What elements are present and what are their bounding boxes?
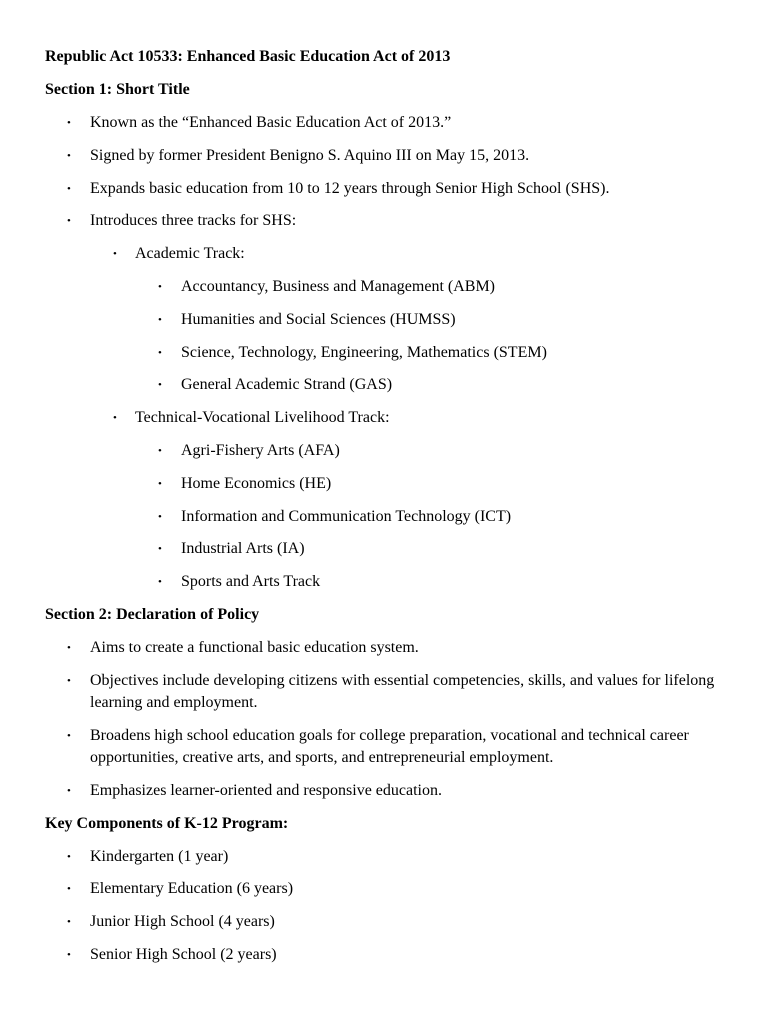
list-item: Humanities and Social Sciences (HUMSS)	[181, 311, 456, 328]
academic-track-label: Academic Track:	[135, 245, 245, 262]
section-1-heading: Section 1: Short Title	[45, 81, 190, 98]
list-item: Known as the “Enhanced Basic Education Act of 2013.”	[90, 114, 452, 131]
list-item: Home Economics (HE)	[181, 475, 332, 492]
techvoc-track-label: Technical-Vocational Livelihood Track:	[135, 409, 390, 426]
bullet-icon: •	[67, 642, 71, 654]
bullet-icon: •	[158, 445, 162, 457]
bullet-icon: •	[158, 576, 162, 588]
list-item: Kindergarten (1 year)	[90, 848, 229, 865]
list-item: Expands basic education from 10 to 12 years through Senior High School (SHS).	[90, 180, 610, 197]
list-item: Elementary Education (6 years)	[90, 880, 294, 897]
list-item: Objectives include developing citizens with essential competencies, skills, and values for lifelong learning and employment.	[90, 672, 715, 711]
list-item: Science, Technology, Engineering, Mathematics (STEM)	[181, 344, 547, 361]
list-item: Senior High School (2 years)	[90, 946, 277, 963]
list-item: Accountancy, Business and Management (ABM)	[181, 278, 495, 295]
bullet-icon: •	[158, 347, 162, 359]
bullet-icon: •	[158, 511, 162, 523]
list-item: Sports and Arts Track	[181, 573, 321, 590]
bullet-icon: •	[158, 543, 162, 555]
bullet-icon: •	[158, 314, 162, 326]
bullet-icon: •	[67, 675, 71, 687]
list-item: Junior High School (4 years)	[90, 913, 275, 930]
list-item: Information and Communication Technology (ICT)	[181, 508, 512, 525]
bullet-icon: •	[67, 949, 71, 961]
list-item: Broadens high school education goals for college preparation, vocational and technical career opportunities, creative arts, and sports, and entrepreneurial employment.	[90, 727, 689, 766]
bullet-icon: •	[67, 150, 71, 162]
bullet-icon: •	[67, 730, 71, 742]
bullet-icon: •	[158, 281, 162, 293]
bullet-icon: •	[67, 117, 71, 129]
list-item: General Academic Strand (GAS)	[181, 376, 393, 393]
bullet-icon: •	[113, 412, 117, 424]
bullet-icon: •	[67, 851, 71, 863]
bullet-icon: •	[67, 916, 71, 928]
bullet-icon: •	[67, 215, 71, 227]
list-item: Emphasizes learner-oriented and responsive education.	[90, 782, 442, 799]
bullet-icon: •	[67, 183, 71, 195]
bullet-icon: •	[67, 883, 71, 895]
list-item: Agri-Fishery Arts (AFA)	[181, 442, 340, 459]
bullet-icon: •	[67, 785, 71, 797]
bullet-icon: •	[113, 248, 117, 260]
list-item: Signed by former President Benigno S. Aquino III on May 15, 2013.	[90, 147, 530, 164]
k12-heading: Key Components of K-12 Program:	[45, 815, 289, 832]
list-item: Introduces three tracks for SHS:	[90, 212, 297, 229]
document-title: Republic Act 10533: Enhanced Basic Education Act of 2013	[45, 48, 451, 65]
bullet-icon: •	[158, 379, 162, 391]
bullet-icon: •	[158, 478, 162, 490]
list-item: Industrial Arts (IA)	[181, 540, 305, 557]
list-item: Aims to create a functional basic education system.	[90, 639, 419, 656]
section-2-heading: Section 2: Declaration of Policy	[45, 606, 260, 623]
